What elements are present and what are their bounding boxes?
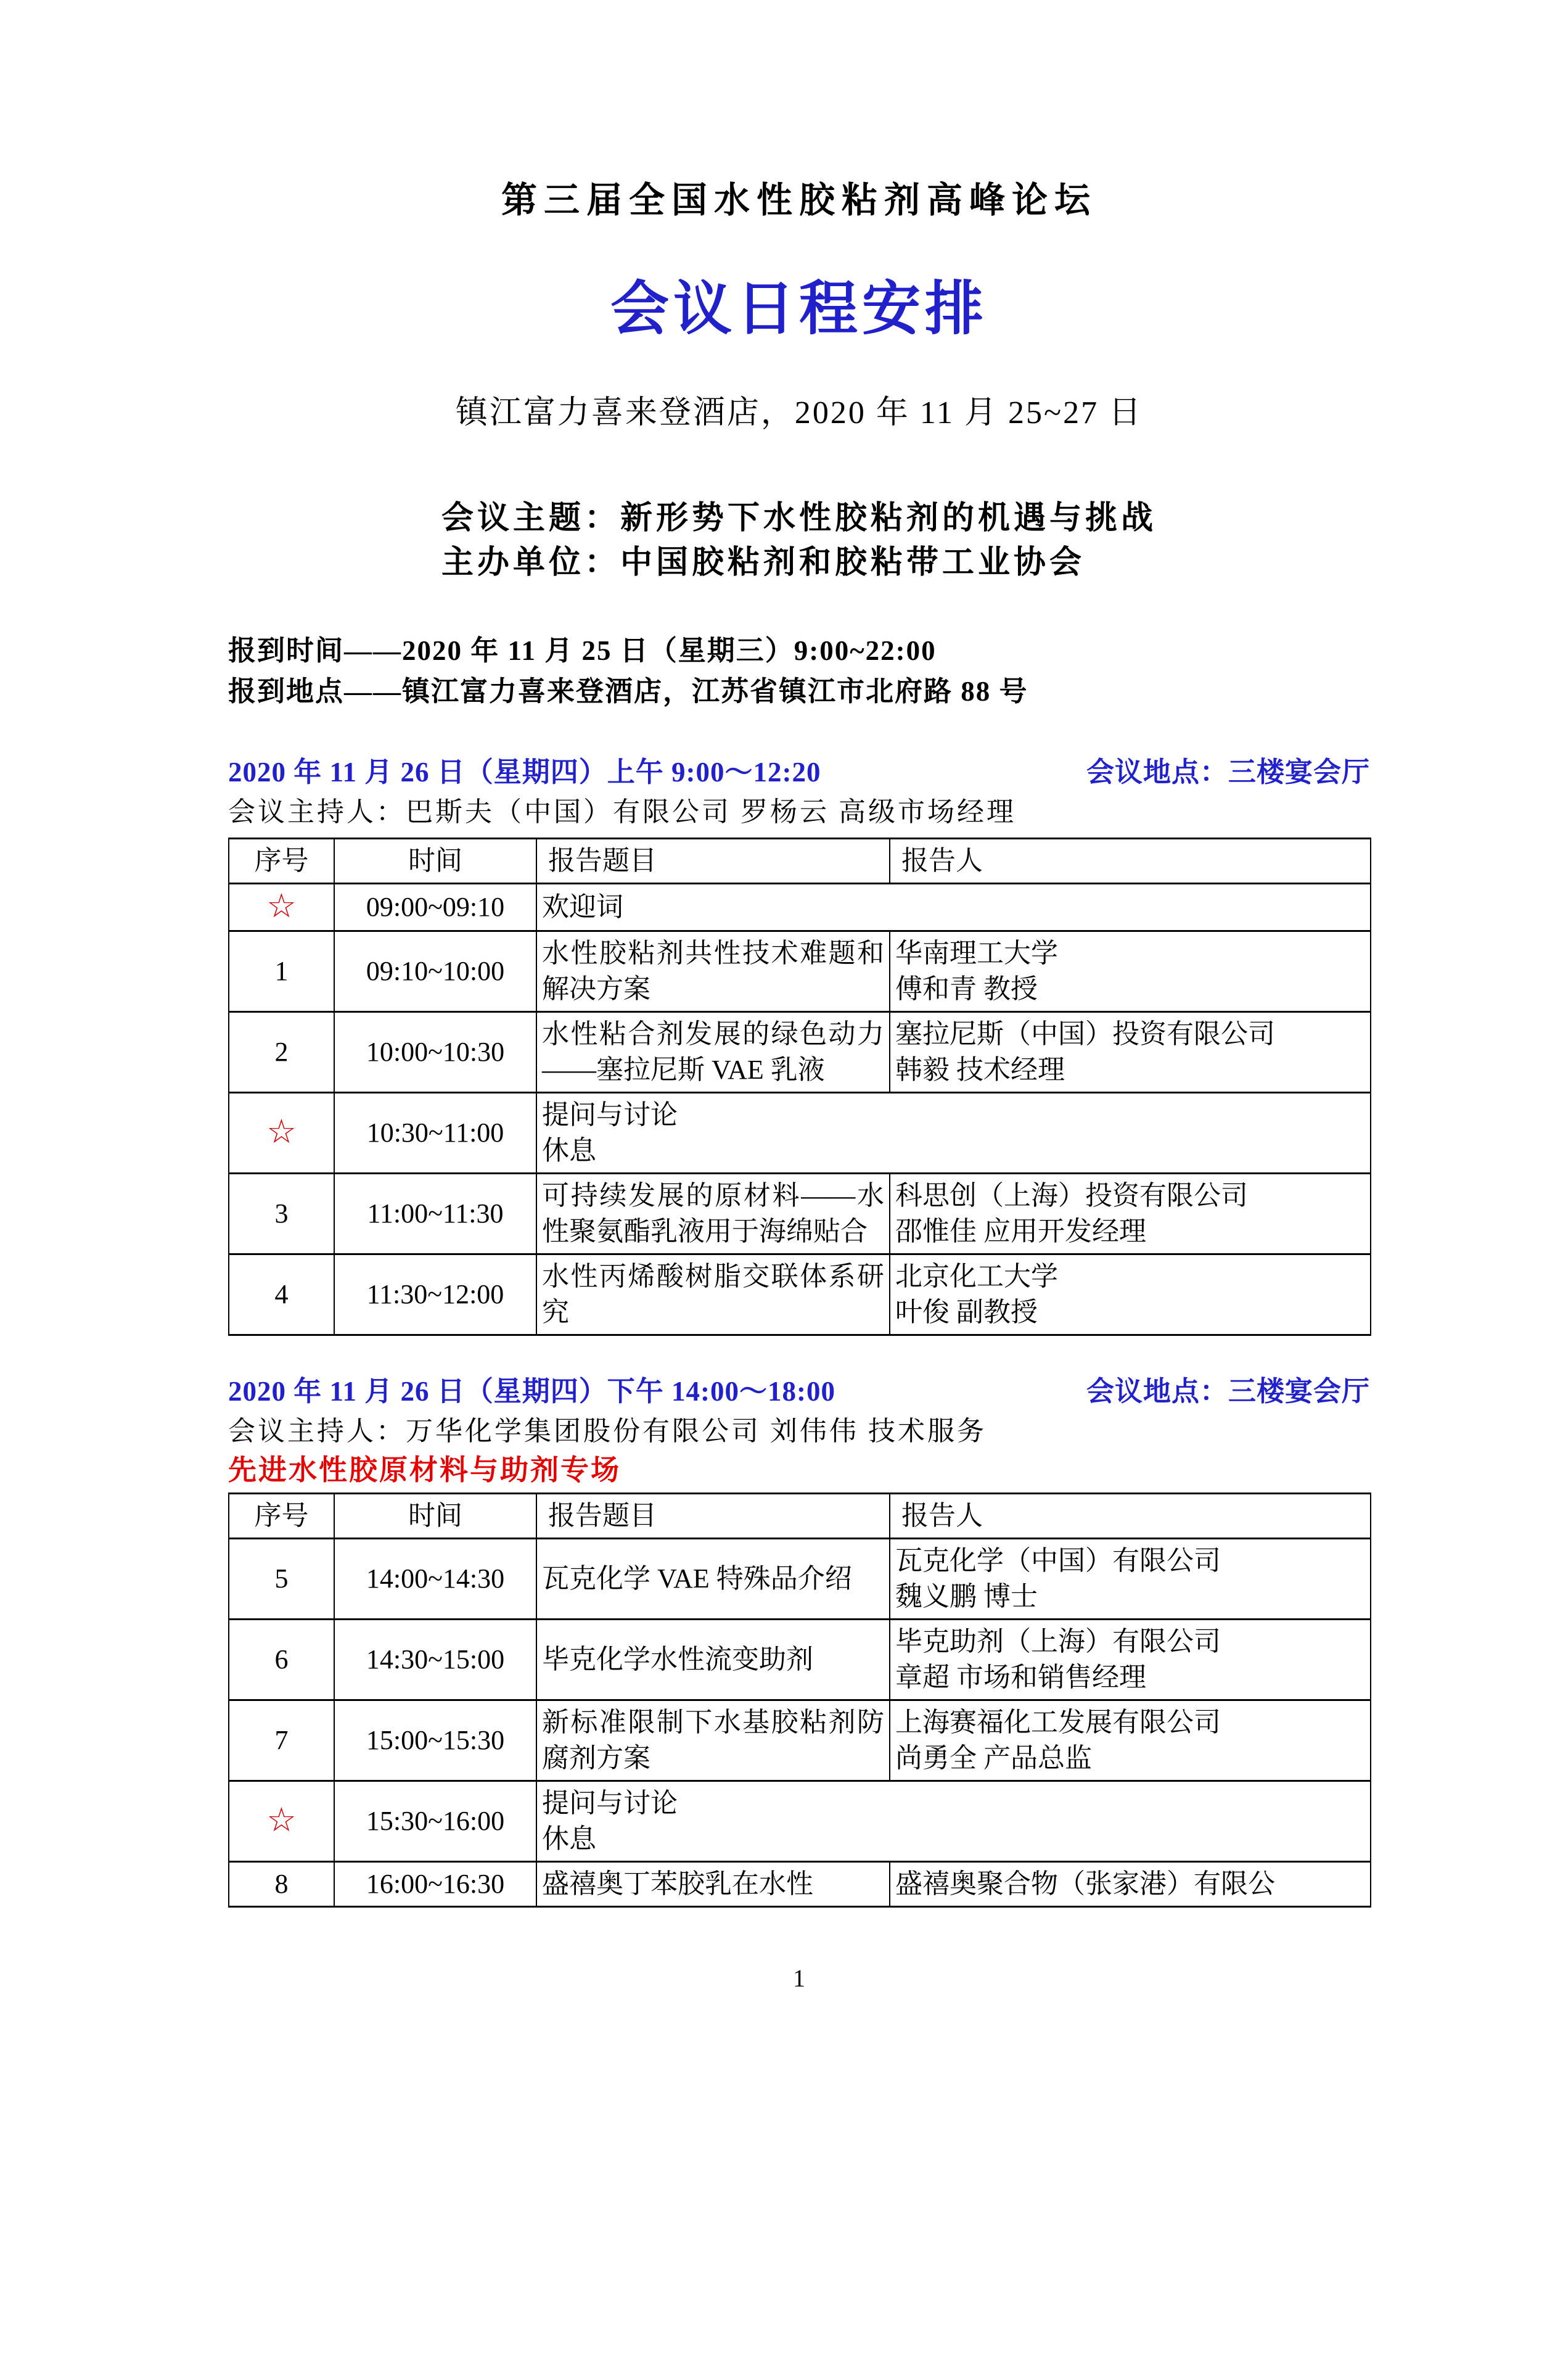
row-title-line2: 休息 (542, 1135, 596, 1166)
table-header-row (229, 839, 1371, 884)
row-speaker (890, 1862, 1371, 1907)
row-title: 新标准限制下水基胶粘剂防腐剂方案 (536, 1700, 890, 1781)
table-row (229, 1539, 1371, 1620)
star-icon: ☆ (266, 887, 297, 924)
row-no: 4 (229, 1254, 334, 1335)
row-time: 09:10~10:00 (334, 931, 536, 1012)
track-title: 先进水性胶原材料与助剂专场 (228, 1454, 621, 1486)
table-row (229, 884, 1371, 931)
row-no: 7 (229, 1700, 334, 1781)
session-morning (228, 755, 1370, 1336)
table-row (229, 1174, 1371, 1254)
session-afternoon (228, 1374, 1370, 1908)
row-speaker (890, 1620, 1371, 1700)
session-afternoon-header (228, 1374, 1370, 1409)
row-title: 盛禧奥丁苯胶乳在水性 (536, 1862, 890, 1907)
column-header-title: 报告题目 (536, 839, 890, 884)
agenda-table-afternoon (228, 1493, 1371, 1908)
row-title: 水性胶粘剂共性技术难题和解决方案 (536, 931, 890, 1012)
speaker-person: 叶俊 副教授 (895, 1297, 1038, 1327)
speaker-organization: 上海赛福化工发展有限公司 (895, 1707, 1221, 1737)
table-row (229, 1620, 1371, 1700)
column-header-title: 报告题目 (536, 1494, 890, 1539)
conference-theme-line: 会议主题：新形势下水性胶粘剂的机遇与挑战 (441, 500, 1157, 536)
row-time: 16:00~16:30 (334, 1862, 536, 1907)
speaker-organization: 瓦克化学（中国）有限公司 (895, 1546, 1221, 1576)
speaker-person: 邵惟佳 应用开发经理 (895, 1216, 1146, 1246)
column-header-time: 时间 (334, 1494, 536, 1539)
session-afternoon-location: 会议地点：三楼宴会厅 (1086, 1376, 1370, 1407)
row-speaker (890, 1174, 1371, 1254)
row-speaker (890, 1700, 1371, 1781)
table-row (229, 1012, 1371, 1093)
column-header-speaker: 报告人 (890, 1494, 1371, 1539)
row-time: 10:30~11:00 (334, 1093, 536, 1174)
theme-block (441, 496, 1157, 585)
row-no: 5 (229, 1539, 334, 1620)
speaker-organization: 科思创（上海）投资有限公司 (895, 1180, 1248, 1211)
table-row (229, 1254, 1371, 1335)
table-row (229, 1862, 1371, 1907)
row-title: 欢迎词 (536, 884, 1371, 931)
row-no: 8 (229, 1862, 334, 1907)
row-no (229, 1781, 334, 1862)
row-title: 毕克化学水性流变助剂 (536, 1620, 890, 1700)
star-icon: ☆ (266, 1801, 297, 1839)
row-speaker (890, 931, 1371, 1012)
speaker-person: 章超 市场和销售经理 (895, 1662, 1146, 1692)
row-time: 15:00~15:30 (334, 1700, 536, 1781)
row-time: 10:00~10:30 (334, 1012, 536, 1093)
row-title: 瓦克化学 VAE 特殊品介绍 (536, 1539, 890, 1620)
row-time: 11:00~11:30 (334, 1174, 536, 1254)
speaker-organization: 毕克助剂（上海）有限公司 (895, 1626, 1221, 1657)
row-no: 6 (229, 1620, 334, 1700)
column-header-no: 序号 (229, 839, 334, 884)
row-no: 2 (229, 1012, 334, 1093)
session-morning-header (228, 755, 1370, 789)
row-title: 可持续发展的原材料——水性聚氨酯乳液用于海绵贴合 (536, 1174, 890, 1254)
row-speaker (890, 1539, 1371, 1620)
session-afternoon-date: 2020 年 11 月 26 日（星期四）下午 14:00～18:00 (228, 1376, 835, 1407)
row-time: 14:30~15:00 (334, 1620, 536, 1700)
row-title-line1: 提问与讨论 (542, 1100, 678, 1130)
document-page (0, 180, 1555, 2380)
table-row (229, 1781, 1371, 1862)
row-title: 水性粘合剂发展的绿色动力——塞拉尼斯 VAE 乳液 (536, 1012, 890, 1093)
row-speaker (890, 1012, 1371, 1093)
speaker-organization: 盛禧奥聚合物（张家港）有限公 (895, 1869, 1275, 1899)
venue-date-line: 镇江富力喜来登酒店，2020 年 11 月 25~27 日 (455, 395, 1143, 430)
conference-organizer-line: 主办单位：中国胶粘剂和胶粘带工业协会 (441, 545, 1085, 580)
row-time: 14:00~14:30 (334, 1539, 536, 1620)
row-speaker (890, 1254, 1371, 1335)
speaker-person: 魏义鹏 博士 (895, 1581, 1038, 1612)
row-title-line2: 休息 (542, 1824, 596, 1854)
speaker-organization: 北京化工大学 (895, 1261, 1058, 1291)
table-row (229, 1700, 1371, 1781)
row-time: 09:00~09:10 (334, 884, 536, 931)
row-no (229, 884, 334, 931)
table-row (229, 931, 1371, 1012)
speaker-person: 傅和青 教授 (895, 974, 1038, 1004)
session-morning-location: 会议地点：三楼宴会厅 (1086, 757, 1370, 788)
column-header-speaker: 报告人 (890, 839, 1371, 884)
speaker-organization: 塞拉尼斯（中国）投资有限公司 (895, 1019, 1275, 1049)
main-title: 第三届全国水性胶粘剂高峰论坛 (501, 180, 1097, 220)
row-title: 水性丙烯酸树脂交联体系研究 (536, 1254, 890, 1335)
row-no: 1 (229, 931, 334, 1012)
speaker-person: 韩毅 技术经理 (895, 1055, 1065, 1085)
row-time: 11:30~12:00 (334, 1254, 536, 1335)
session-afternoon-host: 会议主持人：万华化学集团股份有限公司 刘伟伟 技术服务 (228, 1416, 987, 1446)
registration-block (228, 630, 1370, 712)
row-time: 15:30~16:00 (334, 1781, 536, 1862)
row-title-line1: 提问与讨论 (542, 1788, 678, 1818)
agenda-table-morning (228, 838, 1371, 1336)
speaker-organization: 华南理工大学 (895, 938, 1058, 968)
session-morning-host: 会议主持人：巴斯夫（中国）有限公司 罗杨云 高级市场经理 (228, 797, 1016, 827)
column-header-time: 时间 (334, 839, 536, 884)
row-no (229, 1093, 334, 1174)
registration-time-line: 报到时间——2020 年 11 月 25 日（星期三）9:00~22:00 (228, 635, 937, 666)
table-row (229, 1093, 1371, 1174)
row-no: 3 (229, 1174, 334, 1254)
schedule-title: 会议日程安排 (610, 276, 988, 342)
page-number: 1 (793, 1964, 805, 1992)
column-header-no: 序号 (229, 1494, 334, 1539)
table-header-row (229, 1494, 1371, 1539)
session-morning-date: 2020 年 11 月 26 日（星期四）上午 9:00～12:20 (228, 757, 821, 788)
row-title (536, 1093, 1371, 1174)
registration-place-line: 报到地点——镇江富力喜来登酒店，江苏省镇江市北府路 88 号 (228, 676, 1028, 707)
row-title (536, 1781, 1371, 1862)
star-icon: ☆ (266, 1113, 297, 1150)
speaker-person: 尚勇全 产品总监 (895, 1743, 1092, 1773)
